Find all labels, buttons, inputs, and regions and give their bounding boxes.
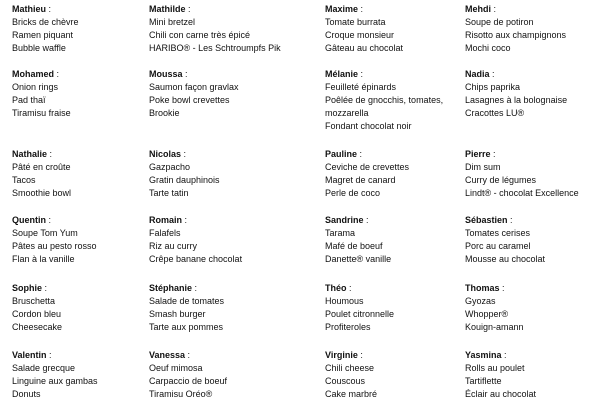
- dish-item: Croque monsieur: [325, 30, 395, 40]
- name-suffix: :: [357, 149, 363, 159]
- dish-item: Bruschetta: [12, 296, 56, 306]
- person-card-sophie: [12, 282, 62, 334]
- person-heading: [12, 3, 79, 16]
- dish-item: Smash burger: [149, 309, 206, 319]
- name-suffix: :: [47, 149, 53, 159]
- dish-item: Pâté en croûte: [12, 162, 71, 172]
- person-card-moussa: [149, 68, 239, 120]
- dish-item: Tartiflette: [465, 376, 502, 386]
- name-suffix: :: [507, 215, 513, 225]
- name-suffix: :: [501, 350, 507, 360]
- person-card-yasmina: [465, 349, 536, 401]
- dish-item: Mousse au chocolat: [465, 254, 546, 264]
- person-card-pierre: [465, 148, 579, 200]
- dish-item: Lindt® - chocolat Excellence: [465, 188, 579, 198]
- person-name: Théo: [325, 283, 347, 293]
- person-card-pauline: [325, 148, 409, 200]
- name-suffix: :: [46, 4, 52, 14]
- dish-item: HARIBO® - Les Schtroumpfs Pik: [149, 43, 281, 53]
- name-suffix: :: [185, 350, 191, 360]
- person-name: Romain: [149, 215, 183, 225]
- dish-item: Tacos: [12, 175, 36, 185]
- dish-item: Gyozas: [465, 296, 496, 306]
- dish-item: Flan à la vanille: [12, 254, 75, 264]
- person-name: Pauline: [325, 149, 358, 159]
- dish-item: Oeuf mimosa: [149, 363, 203, 373]
- dish-item: Crêpe banane chocolat: [149, 254, 243, 264]
- person-card-vanessa: [149, 349, 227, 401]
- name-suffix: :: [185, 4, 191, 14]
- dish-item: Feuilleté épinards: [325, 82, 397, 92]
- name-suffix: :: [46, 350, 52, 360]
- person-card-romain: [149, 214, 242, 266]
- dish-item: Brookie: [149, 108, 180, 118]
- person-name: Quentin: [12, 215, 46, 225]
- dish-item: Cordon bleu: [12, 309, 62, 319]
- dish-item: Carpaccio de boeuf: [149, 376, 228, 386]
- dish-item: Profiteroles: [325, 322, 371, 332]
- dish-item: Chili con carne très épicé: [149, 30, 251, 40]
- person-heading: [325, 214, 391, 227]
- dish-item: Ceviche de crevettes: [325, 162, 410, 172]
- person-heading: [12, 148, 71, 161]
- name-suffix: :: [491, 4, 497, 14]
- dish-item: Riz au curry: [149, 241, 198, 251]
- person-heading: [149, 68, 239, 81]
- person-name: Vanessa: [149, 350, 186, 360]
- dish-item: Poke bowl crevettes: [149, 95, 230, 105]
- person-card-valentin: [12, 349, 98, 401]
- dish-item: Salade de tomates: [149, 296, 225, 306]
- person-card-mohamed: [12, 68, 71, 120]
- person-card-quentin: [12, 214, 97, 266]
- dish-item: Couscous: [325, 376, 366, 386]
- person-heading: [149, 3, 281, 16]
- dish-item: Chili cheese: [325, 363, 375, 373]
- person-card-nicolas: [149, 148, 220, 200]
- name-suffix: :: [46, 215, 52, 225]
- name-suffix: :: [489, 69, 495, 79]
- person-heading: [325, 282, 394, 295]
- person-heading: [465, 68, 567, 81]
- name-suffix: :: [181, 149, 187, 159]
- dish-item: Lasagnes à la bolognaise: [465, 95, 568, 105]
- person-card-nathalie: [12, 148, 71, 200]
- dish-item: Rolls au poulet: [465, 363, 525, 373]
- person-name: Mathieu: [12, 4, 47, 14]
- dish-item: Danette® vanille: [325, 254, 392, 264]
- person-card-mathieu: [12, 3, 79, 55]
- dish-item: Tomates cerises: [465, 228, 531, 238]
- person-card-sebastien: [465, 214, 545, 266]
- person-heading: [149, 148, 220, 161]
- dish-item: Onion rings: [12, 82, 59, 92]
- person-heading: [465, 349, 536, 362]
- dish-item: Salade grecque: [12, 363, 76, 373]
- dish-item: Kouign-amann: [465, 322, 524, 332]
- dish-item: Linguine aux gambas: [12, 376, 98, 386]
- dish-item: Chips paprika: [465, 82, 521, 92]
- dish-item: Pâtes au pesto rosso: [12, 241, 97, 251]
- person-heading: [325, 349, 377, 362]
- person-heading: [12, 68, 71, 81]
- name-suffix: :: [182, 69, 188, 79]
- dish-item: Curry de légumes: [465, 175, 537, 185]
- person-heading: [325, 148, 409, 161]
- person-name: Valentin: [12, 350, 47, 360]
- person-card-mathilde: [149, 3, 281, 55]
- person-name: Moussa: [149, 69, 183, 79]
- person-heading: [12, 214, 97, 227]
- person-name: Sébastien: [465, 215, 508, 225]
- dish-item: Houmous: [325, 296, 364, 306]
- dish-item: Mini bretzel: [149, 17, 196, 27]
- dish-item: Risotto aux champignons: [465, 30, 567, 40]
- dish-item: Smoothie bowl: [12, 188, 72, 198]
- name-suffix: :: [363, 215, 369, 225]
- dish-item: Perle de coco: [325, 188, 381, 198]
- dish-item: Whopper®: [465, 309, 509, 319]
- dish-item: Cheesecake: [12, 322, 63, 332]
- dish-item: Poulet citronnelle: [325, 309, 395, 319]
- name-suffix: :: [499, 283, 505, 293]
- person-heading: [465, 214, 545, 227]
- person-heading: [325, 68, 443, 81]
- dish-item: Magret de canard: [325, 175, 396, 185]
- person-name: Yasmina: [465, 350, 502, 360]
- dish-item: Gâteau au chocolat: [325, 43, 404, 53]
- person-name: Nadia: [465, 69, 490, 79]
- dish-item: Mochi coco: [465, 43, 511, 53]
- person-card-sandrine: [325, 214, 391, 266]
- person-card-stephanie: [149, 282, 224, 334]
- person-name: Mehdi: [465, 4, 491, 14]
- dish-item: Poêlée de gnocchis, tomates,: [325, 95, 444, 105]
- person-card-virginie: [325, 349, 377, 401]
- dish-item: Tomate burrata: [325, 17, 386, 27]
- dish-item: Mafé de boeuf: [325, 241, 383, 251]
- dish-item: Fondant chocolat noir: [325, 121, 412, 131]
- dish-item: Donuts: [12, 389, 41, 399]
- dish-item: Ramen piquant: [12, 30, 74, 40]
- name-suffix: :: [54, 69, 60, 79]
- person-name: Sandrine: [325, 215, 364, 225]
- name-suffix: :: [357, 350, 363, 360]
- dish-item: Éclair au chocolat: [465, 389, 537, 399]
- person-heading: [12, 349, 98, 362]
- dish-item: Tarte aux pommes: [149, 322, 224, 332]
- name-suffix: :: [192, 283, 198, 293]
- person-name: Sophie: [12, 283, 43, 293]
- person-heading: [465, 3, 566, 16]
- dish-item: Tarama: [325, 228, 356, 238]
- person-name: Thomas: [465, 283, 500, 293]
- dish-item: Dim sum: [465, 162, 501, 172]
- dish-item: Porc au caramel: [465, 241, 531, 251]
- dish-item: Pad thaï: [12, 95, 46, 105]
- dish-item: mozzarella: [325, 108, 369, 118]
- dish-item: Tiramisu fraise: [12, 108, 71, 118]
- person-heading: [149, 349, 227, 362]
- person-name: Mathilde: [149, 4, 186, 14]
- dish-item: Soupe de potiron: [465, 17, 534, 27]
- dish-item: Tarte tatin: [149, 188, 189, 198]
- person-name: Pierre: [465, 149, 491, 159]
- person-card-theo: [325, 282, 394, 334]
- person-name: Nicolas: [149, 149, 182, 159]
- name-suffix: :: [490, 149, 496, 159]
- person-heading: [149, 282, 224, 295]
- person-name: Virginie: [325, 350, 358, 360]
- dish-item: Falafels: [149, 228, 181, 238]
- name-suffix: :: [358, 69, 364, 79]
- dish-item: Gratin dauphinois: [149, 175, 220, 185]
- person-name: Stéphanie: [149, 283, 193, 293]
- dish-item: Tiramisu Oréo®: [149, 389, 213, 399]
- person-heading: [325, 3, 403, 16]
- person-card-thomas: [465, 282, 524, 334]
- name-suffix: :: [346, 283, 352, 293]
- dish-item: Saumon façon gravlax: [149, 82, 239, 92]
- dish-item: Bubble waffle: [12, 43, 66, 53]
- person-name: Mélanie: [325, 69, 359, 79]
- person-card-melanie: [325, 68, 443, 133]
- dish-item: Bricks de chèvre: [12, 17, 79, 27]
- person-heading: [12, 282, 62, 295]
- dish-item: Cake marbré: [325, 389, 378, 399]
- person-heading: [465, 148, 579, 161]
- person-name: Maxime: [325, 4, 359, 14]
- person-name: Mohamed: [12, 69, 55, 79]
- name-suffix: :: [182, 215, 188, 225]
- person-name: Nathalie: [12, 149, 48, 159]
- name-suffix: :: [358, 4, 364, 14]
- dish-item: Gazpacho: [149, 162, 191, 172]
- person-heading: [149, 214, 242, 227]
- dish-item: Soupe Tom Yum: [12, 228, 78, 238]
- person-card-nadia: [465, 68, 567, 120]
- person-heading: [465, 282, 524, 295]
- person-card-mehdi: [465, 3, 566, 55]
- dish-item: Cracottes LU®: [465, 108, 525, 118]
- name-suffix: :: [42, 283, 48, 293]
- person-card-maxime: [325, 3, 403, 55]
